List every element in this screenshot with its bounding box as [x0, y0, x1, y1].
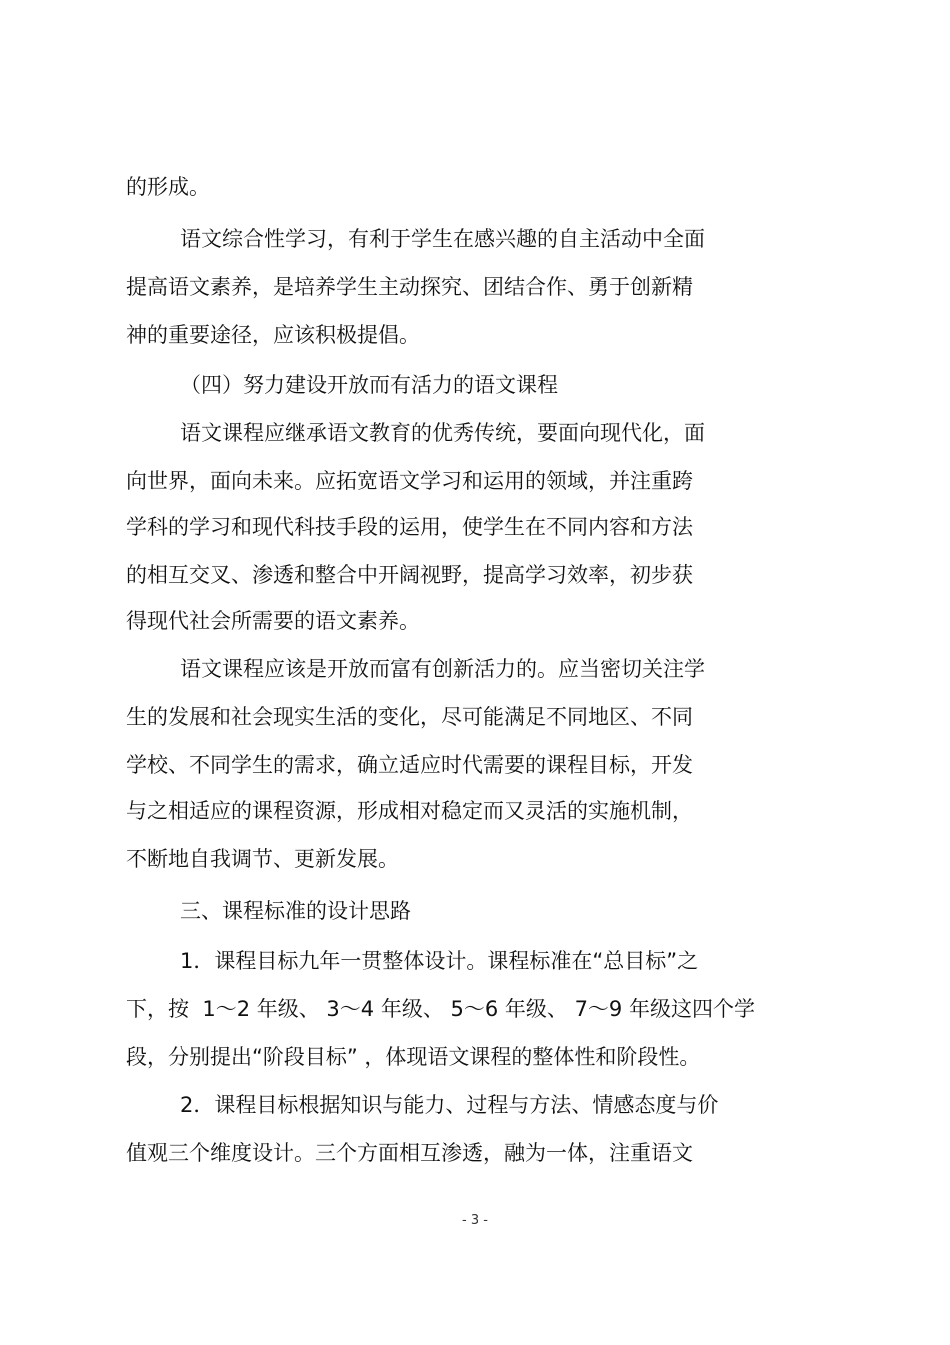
- section-heading: 三、课程标准的设计思路: [180, 899, 411, 923]
- section-heading: （四）努力建设开放而有活力的语文课程: [180, 373, 558, 397]
- paragraph-line: 1．课程目标九年一贯整体设计。课程标准在“总目标”之: [180, 949, 699, 973]
- paragraph-line: 语文课程应该是开放而富有创新活力的。应当密切关注学: [180, 657, 705, 681]
- paragraph-line: 不断地自我调节、更新发展。: [126, 847, 399, 871]
- paragraph-line: 提高语文素养，是培养学生主动探究、团结合作、勇于创新精: [126, 275, 693, 299]
- paragraph-line: 学科的学习和现代科技手段的运用，使学生在不同内容和方法: [126, 515, 693, 539]
- paragraph-line: 下，按 1～2 年级、 3～4 年级、 5～6 年级、 7～9 年级这四个学: [126, 997, 755, 1021]
- paragraph-line: 值观三个维度设计。三个方面相互渗透，融为一体，注重语文: [126, 1141, 693, 1165]
- paragraph-line: 段，分别提出“阶段目标” ，体现语文课程的整体性和阶段性。: [126, 1045, 701, 1069]
- paragraph-line: 学校、不同学生的需求，确立适应时代需要的课程目标，开发: [126, 753, 693, 777]
- paragraph-line: 生的发展和社会现实生活的变化，尽可能满足不同地区、不同: [126, 705, 693, 729]
- paragraph-line: 的形成。: [126, 175, 210, 199]
- page-number: - 3 -: [462, 1213, 488, 1228]
- paragraph-line: 语文综合性学习，有利于学生在感兴趣的自主活动中全面: [180, 227, 705, 251]
- paragraph-line: 的相互交叉、渗透和整合中开阔视野，提高学习效率，初步获: [126, 563, 693, 587]
- paragraph-line: 2．课程目标根据知识与能力、过程与方法、情感态度与价: [180, 1093, 719, 1117]
- paragraph-line: 神的重要途径，应该积极提倡。: [126, 323, 420, 347]
- paragraph-line: 得现代社会所需要的语文素养。: [126, 609, 420, 633]
- paragraph-line: 语文课程应继承语文教育的优秀传统，要面向现代化，面: [180, 421, 705, 445]
- paragraph-line: 与之相适应的课程资源，形成相对稳定而又灵活的实施机制，: [126, 799, 693, 823]
- paragraph-line: 向世界，面向未来。应拓宽语文学习和运用的领域，并注重跨: [126, 469, 693, 493]
